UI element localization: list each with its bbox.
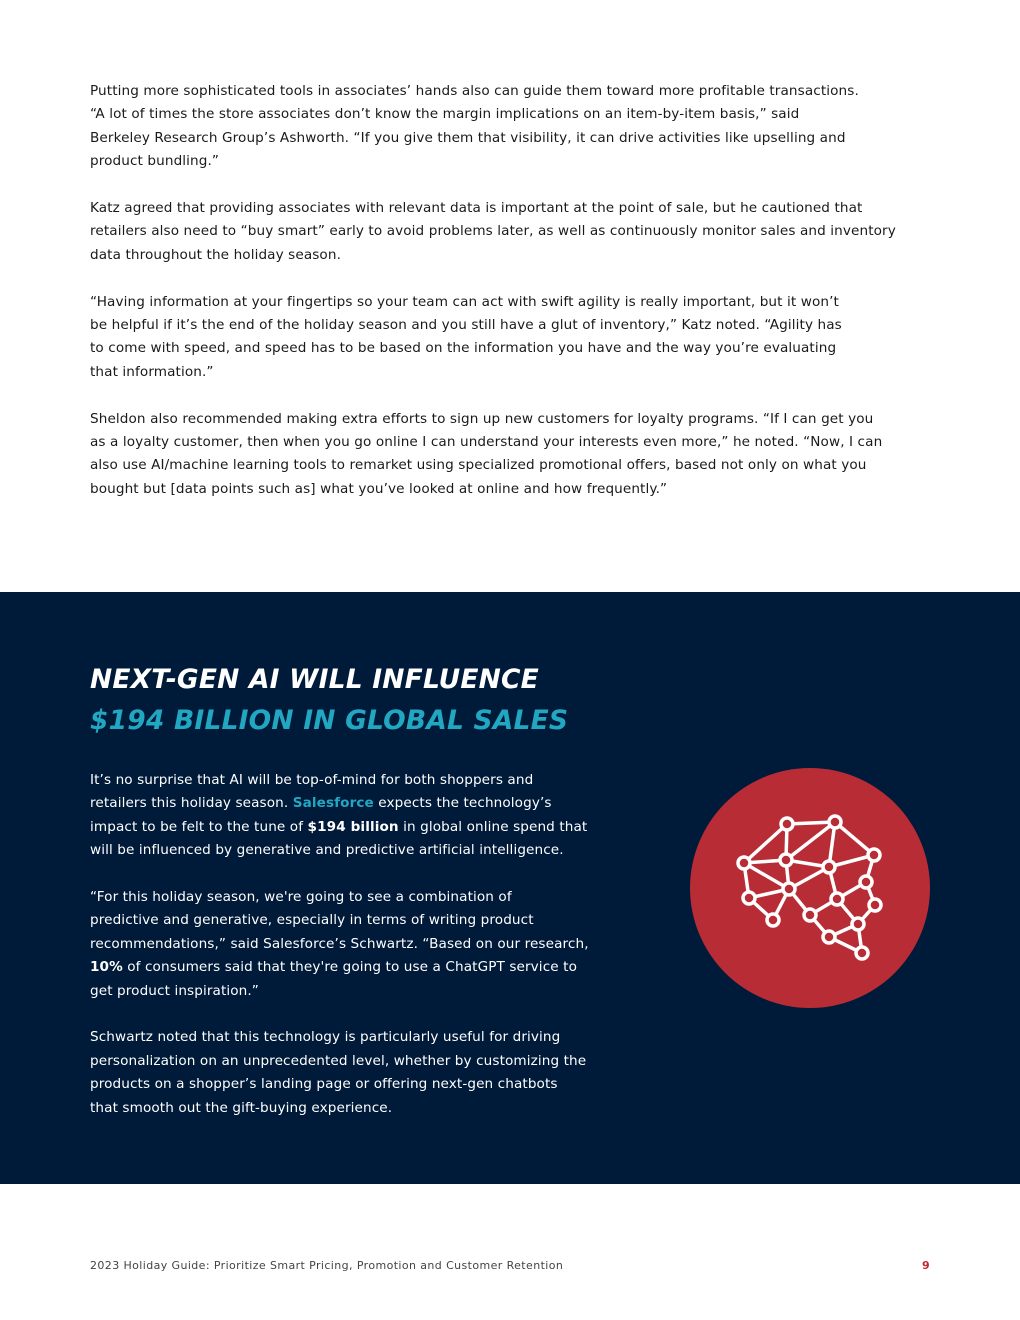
paragraph [90, 769, 650, 863]
text-line: to come with speed, and speed has to be based on the information you have and the way you’re evaluating [90, 340, 837, 357]
text-span: retailers this holiday season. [90, 795, 293, 812]
text-line: as a loyalty customer, then when you go online I can understand your interests even more,” he noted. “Now, I can [90, 434, 883, 451]
ai-brain-network-icon [690, 767, 930, 1009]
text-line: personalization on an unprecedented level, whether by customizing the [90, 1052, 587, 1069]
bold-figure: $194 billion [307, 818, 399, 835]
text-line: recommendations,” said Salesforce’s Schwartz. “Based on our research, [90, 935, 589, 952]
text-line: products on a shopper’s landing page or offering next-gen chatbots [90, 1076, 558, 1093]
bold-figure: 10% [90, 959, 123, 976]
article-body [90, 80, 935, 525]
paragraph [90, 1026, 650, 1120]
text-line: that smooth out the gift-buying experience. [90, 1099, 393, 1116]
text-span: in global online spend that [398, 818, 588, 835]
text-line: Putting more sophisticated tools in associates’ hands also can guide them toward more profitable transactions. [90, 83, 859, 99]
text-line: also use AI/machine learning tools to remarket using specialized promotional offers, based not only on what you [90, 457, 867, 474]
page-number: 9 [921, 1259, 930, 1272]
text-line: product bundling.” [90, 153, 220, 170]
salesforce-link[interactable]: Salesforce [292, 795, 374, 812]
text-line: retailers also need to “buy smart” early to avoid problems later, as well as continuously monitor sales and inventory [90, 223, 896, 240]
paragraph [90, 408, 935, 502]
heading-line-1: NEXT-GEN AI WILL INFLUENCE [90, 664, 539, 695]
text-line: It’s no surprise that AI will be top-of-mind for both shoppers and [90, 772, 534, 788]
text-span: of consumers said that they're going to use a ChatGPT service to [122, 959, 577, 976]
text-line: “Having information at your fingertips so your team can act with swift agility is really important, but it won’t [90, 293, 839, 310]
paragraph [90, 291, 935, 385]
paragraph [90, 197, 935, 267]
paragraph [90, 80, 935, 174]
text-line [90, 956, 650, 979]
text-line: Berkeley Research Group’s Ashworth. “If you give them that visibility, it can drive activities like upselling and [90, 129, 846, 146]
paragraph [90, 886, 650, 1003]
text-line: “A lot of times the store associates don’t know the margin implications on an item-by-item basis,” said [90, 106, 800, 123]
text-span: impact to be felt to the tune of [90, 818, 308, 835]
text-line: Schwartz noted that this technology is particularly useful for driving [90, 1029, 561, 1046]
footer-title: 2023 Holiday Guide: Prioritize Smart Pricing, Promotion and Customer Retention [90, 1259, 564, 1272]
text-line [90, 792, 650, 815]
text-line: Sheldon also recommended making extra efforts to sign up new customers for loyalty programs. “If I can get you [90, 410, 874, 427]
text-line: predictive and generative, especially in terms of writing product [90, 912, 534, 929]
text-line: that information.” [90, 363, 214, 380]
text-line: get product inspiration.” [90, 982, 259, 999]
text-line: be helpful if it’s the end of the holiday season and you still have a glut of inventory,” Katz noted. “Agility has [90, 317, 842, 334]
text-span: expects the technology’s [373, 795, 552, 812]
page-footer [90, 1259, 930, 1272]
text-line: will be influenced by generative and predictive artificial intelligence. [90, 842, 564, 859]
red-circle-background [690, 768, 930, 1008]
text-line: bought but [data points such as] what you’ve looked at online and how frequently.” [90, 480, 668, 497]
text-line: “For this holiday season, we're going to see a combination of [90, 889, 512, 906]
text-line [90, 816, 650, 839]
text-line: data throughout the holiday season. [90, 246, 341, 263]
text-line: Katz agreed that providing associates with relevant data is important at the point of sale, but he cautioned that [90, 200, 863, 217]
callout-heading [90, 659, 568, 741]
heading-line-2: $194 BILLION IN GLOBAL SALES [90, 705, 569, 736]
callout-body [90, 769, 650, 1143]
